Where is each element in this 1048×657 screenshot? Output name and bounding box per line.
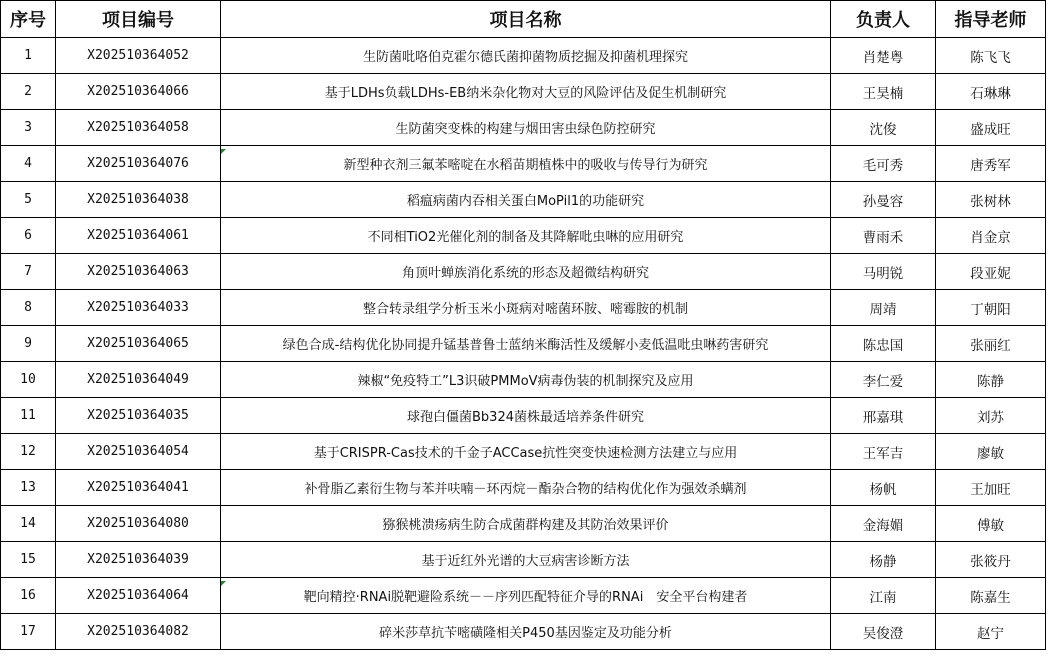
cell-serial[interactable]: 16 — [1, 578, 56, 614]
cell-project-code[interactable]: X202510364054 — [56, 434, 221, 470]
cell-project-name[interactable]: 辣椒“免疫特工”L3识破PMMoV病毒伪装的机制探究及应用 — [221, 362, 831, 398]
table-row — [1, 218, 1046, 254]
header-project-code[interactable]: 项目编号 — [56, 1, 221, 38]
cell-project-name[interactable]: 靶向精控·RNAi脱靶避险系统－－序列匹配特征介导的RNAi 安全平台构建者 — [221, 578, 831, 614]
table-row — [1, 614, 1046, 650]
cell-advisor[interactable]: 段亚妮 — [936, 254, 1046, 290]
cell-serial[interactable]: 3 — [1, 110, 56, 146]
header-project-name[interactable]: 项目名称 — [221, 1, 831, 38]
cell-project-code[interactable]: X202510364061 — [56, 218, 221, 254]
cell-project-name[interactable]: 稻瘟病菌内吞相关蛋白MoPil1的功能研究 — [221, 182, 831, 218]
cell-advisor[interactable]: 唐秀军 — [936, 146, 1046, 182]
table-row — [1, 506, 1046, 542]
cell-serial[interactable]: 5 — [1, 182, 56, 218]
cell-advisor[interactable]: 陈飞飞 — [936, 38, 1046, 74]
cell-project-code[interactable]: X202510364082 — [56, 614, 221, 650]
cell-serial[interactable]: 9 — [1, 326, 56, 362]
cell-project-name[interactable]: 猕猴桃溃疡病生防合成菌群构建及其防治效果评价 — [221, 506, 831, 542]
cell-leader[interactable]: 肖楚粤 — [831, 38, 936, 74]
cell-advisor[interactable]: 石琳琳 — [936, 74, 1046, 110]
cell-project-code[interactable]: X202510364033 — [56, 290, 221, 326]
table-row — [1, 182, 1046, 218]
table-header — [1, 1, 1046, 38]
cell-comment-marker — [221, 581, 226, 586]
cell-serial[interactable]: 2 — [1, 74, 56, 110]
cell-leader[interactable]: 杨静 — [831, 542, 936, 578]
table-row — [1, 434, 1046, 470]
cell-leader[interactable]: 金海媚 — [831, 506, 936, 542]
cell-project-code[interactable]: X202510364058 — [56, 110, 221, 146]
cell-advisor[interactable]: 盛成旺 — [936, 110, 1046, 146]
cell-project-name[interactable]: 基于CRISPR-Cas技术的千金子ACCase抗性突变快速检测方法建立与应用 — [221, 434, 831, 470]
cell-leader[interactable]: 吴俊澄 — [831, 614, 936, 650]
table-row — [1, 74, 1046, 110]
cell-leader[interactable]: 杨帆 — [831, 470, 936, 506]
table-body — [1, 38, 1046, 650]
cell-serial[interactable]: 10 — [1, 362, 56, 398]
cell-leader[interactable]: 马明锐 — [831, 254, 936, 290]
header-leader[interactable]: 负责人 — [831, 1, 936, 38]
table-row — [1, 326, 1046, 362]
cell-project-name[interactable]: 整合转录组学分析玉米小斑病对嘧菌环胺、嘧霉胺的机制 — [221, 290, 831, 326]
cell-project-name[interactable]: 基于LDHs负载LDHs-EB纳米杂化物对大豆的风险评估及促生机制研究 — [221, 74, 831, 110]
cell-leader[interactable]: 曹雨禾 — [831, 218, 936, 254]
cell-project-code[interactable]: X202510364066 — [56, 74, 221, 110]
cell-leader[interactable]: 毛可秀 — [831, 146, 936, 182]
cell-project-code[interactable]: X202510364035 — [56, 398, 221, 434]
cell-project-name[interactable]: 生防菌吡咯伯克霍尔德氏菌抑菌物质挖掘及抑菌机理探究 — [221, 38, 831, 74]
cell-project-code[interactable]: X202510364039 — [56, 542, 221, 578]
cell-advisor[interactable]: 丁朝阳 — [936, 290, 1046, 326]
cell-serial[interactable]: 7 — [1, 254, 56, 290]
cell-project-name[interactable]: 新型种衣剂三氟苯嘧啶在水稻苗期植株中的吸收与传导行为研究 — [221, 146, 831, 182]
cell-serial[interactable]: 11 — [1, 398, 56, 434]
cell-leader[interactable]: 陈忠国 — [831, 326, 936, 362]
cell-comment-marker — [221, 149, 226, 154]
cell-leader[interactable]: 王昊楠 — [831, 74, 936, 110]
cell-advisor[interactable]: 陈嘉生 — [936, 578, 1046, 614]
cell-project-code[interactable]: X202510364038 — [56, 182, 221, 218]
cell-leader[interactable]: 李仁爱 — [831, 362, 936, 398]
cell-serial[interactable]: 8 — [1, 290, 56, 326]
cell-serial[interactable]: 15 — [1, 542, 56, 578]
table-row — [1, 470, 1046, 506]
cell-leader[interactable]: 孙曼容 — [831, 182, 936, 218]
cell-advisor[interactable]: 廖敏 — [936, 434, 1046, 470]
cell-project-name[interactable]: 球孢白僵菌Bb324菌株最适培养条件研究 — [221, 398, 831, 434]
cell-leader[interactable]: 王军吉 — [831, 434, 936, 470]
table-row — [1, 38, 1046, 74]
cell-project-name[interactable]: 不同相TiO2光催化剂的制备及其降解吡虫啉的应用研究 — [221, 218, 831, 254]
table-row — [1, 542, 1046, 578]
table-row — [1, 110, 1046, 146]
cell-advisor[interactable]: 肖金京 — [936, 218, 1046, 254]
cell-project-name[interactable]: 生防菌突变株的构建与烟田害虫绿色防控研究 — [221, 110, 831, 146]
table-row — [1, 290, 1046, 326]
cell-advisor[interactable]: 赵宁 — [936, 614, 1046, 650]
cell-project-code[interactable]: X202510364041 — [56, 470, 221, 506]
table-row — [1, 578, 1046, 614]
cell-serial[interactable]: 13 — [1, 470, 56, 506]
cell-project-code[interactable]: X202510364080 — [56, 506, 221, 542]
cell-project-code[interactable]: X202510364063 — [56, 254, 221, 290]
cell-advisor[interactable]: 张树林 — [936, 182, 1046, 218]
cell-serial[interactable]: 1 — [1, 38, 56, 74]
cell-project-name[interactable]: 角顶叶蝉族消化系统的形态及超微结构研究 — [221, 254, 831, 290]
cell-serial[interactable]: 12 — [1, 434, 56, 470]
cell-project-code[interactable]: X202510364065 — [56, 326, 221, 362]
table-row — [1, 362, 1046, 398]
cell-leader[interactable]: 邢嘉琪 — [831, 398, 936, 434]
cell-advisor[interactable]: 张丽红 — [936, 326, 1046, 362]
table-row — [1, 398, 1046, 434]
cell-project-name[interactable]: 基于近红外光谱的大豆病害诊断方法 — [221, 542, 831, 578]
cell-leader[interactable]: 沈俊 — [831, 110, 936, 146]
cell-serial[interactable]: 17 — [1, 614, 56, 650]
cell-leader[interactable]: 周靖 — [831, 290, 936, 326]
cell-project-name[interactable]: 绿色合成-结构优化协同提升锰基普鲁士蓝纳米酶活性及缓解小麦低温吡虫啉药害研究 — [221, 326, 831, 362]
cell-serial[interactable]: 4 — [1, 146, 56, 182]
cell-advisor[interactable]: 刘苏 — [936, 398, 1046, 434]
cell-project-code[interactable]: X202510364052 — [56, 38, 221, 74]
cell-serial[interactable]: 6 — [1, 218, 56, 254]
cell-advisor[interactable]: 王加旺 — [936, 470, 1046, 506]
cell-project-name[interactable]: 补骨脂乙素衍生物与苯并呋喃－环丙烷－酯杂合物的结构优化作为强效杀螨剂 — [221, 470, 831, 506]
cell-project-code[interactable]: X202510364076 — [56, 146, 221, 182]
table-row — [1, 254, 1046, 290]
table-row — [1, 146, 1046, 182]
header-row — [1, 1, 1046, 38]
cell-project-code[interactable]: X202510364064 — [56, 578, 221, 614]
cell-project-code[interactable]: X202510364049 — [56, 362, 221, 398]
header-advisor[interactable]: 指导老师 — [936, 1, 1046, 38]
cell-advisor[interactable]: 陈静 — [936, 362, 1046, 398]
cell-project-name[interactable]: 碎米莎草抗苄嘧磺隆相关P450基因鉴定及功能分析 — [221, 614, 831, 650]
cell-advisor[interactable]: 张筱丹 — [936, 542, 1046, 578]
cell-serial[interactable]: 14 — [1, 506, 56, 542]
cell-leader[interactable]: 江南 — [831, 578, 936, 614]
header-serial[interactable]: 序号 — [1, 1, 56, 38]
cell-advisor[interactable]: 傅敏 — [936, 506, 1046, 542]
